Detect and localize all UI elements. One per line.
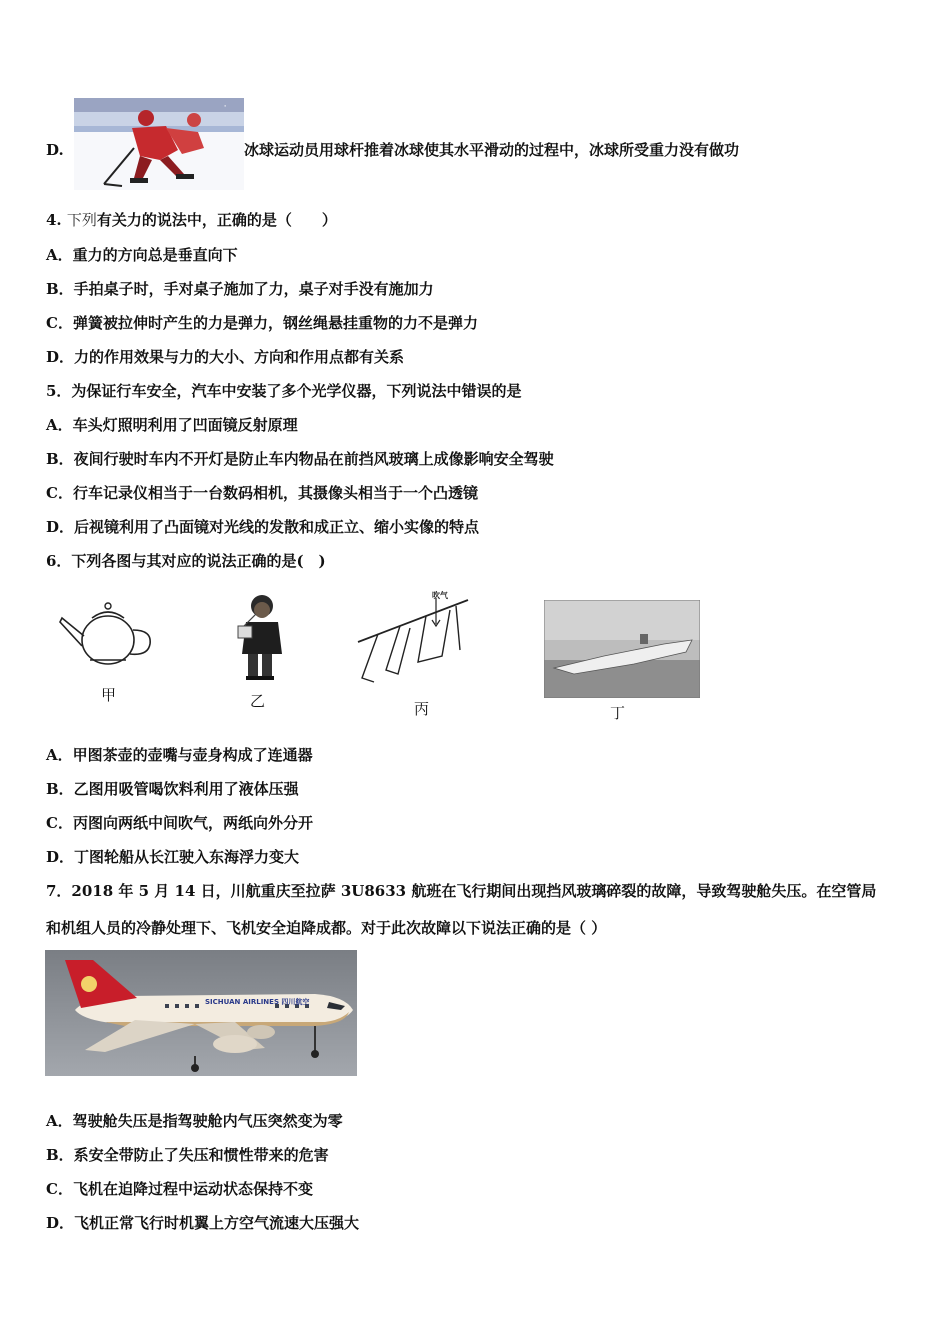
q4-option-c: C．弹簧被拉伸时产生的力是弹力，钢丝绳悬挂重物的力不是弹力: [46, 314, 478, 332]
q5-stem: 5．为保证行车安全，汽车中安装了多个光学仪器，下列说法中错误的是: [46, 382, 522, 400]
q5-option-b: B．夜间行驶时车内不开灯是防止车内物品在前挡风玻璃上成像影响安全驾驶: [46, 450, 554, 468]
boy-drinking-figure: [226, 592, 288, 682]
plane-livery-text: SICHUAN AIRLINES 四川航空: [205, 998, 310, 1006]
q7-option-a: A．驾驶舱失压是指驾驶舱内气压突然变为零: [46, 1112, 343, 1130]
q7-stem-line1: 7．2018 年 5 月 14 日，川航重庆至拉萨 3U8633 航班在飞行期间出现挡风玻璃碎裂的故障，导致驾驶舱失压。在空管局: [46, 882, 877, 900]
airplane-image: [45, 950, 357, 1076]
caption-yi: 乙: [250, 692, 266, 710]
teapot-figure: [56, 596, 160, 672]
q3-option-d-text: 冰球运动员用球杆推着冰球使其水平滑动的过程中，冰球所受重力没有做功: [244, 141, 740, 159]
q4-number: 4.: [46, 211, 62, 229]
caption-jia: 甲: [101, 686, 117, 704]
caption-bing: 丙: [414, 700, 430, 718]
q5-option-c: C．行车记录仪相当于一台数码相机，其摄像头相当于一个凸透镜: [46, 484, 478, 502]
caption-ding: 丁: [610, 704, 626, 722]
q7-option-c: C．飞机在迫降过程中运动状态保持不变: [46, 1180, 313, 1198]
q6-option-b: B．乙图用吸管喝饮料利用了液体压强: [46, 780, 299, 798]
q7-option-d: D．飞机正常飞行时机翼上方空气流速大压强大: [46, 1214, 360, 1232]
q6-option-a: A．甲图茶壶的壶嘴与壶身构成了连通器: [46, 746, 313, 764]
q4-option-b: B．手拍桌子时，手对桌子施加了力，桌子对手没有施加力: [46, 280, 434, 298]
q4-option-a: A．重力的方向总是垂直向下: [46, 246, 238, 264]
q4-option-d: D．力的作用效果与力的大小、方向和作用点都有关系: [46, 348, 405, 366]
q7-option-b: B．系安全带防止了失压和惯性带来的危害: [46, 1146, 329, 1164]
q6-option-d: D．丁图轮船从长江驶入东海浮力变大: [46, 848, 300, 866]
q7-stem-line2: 和机组人员的冷静处理下、飞机安全迫降成都。对于此次故障以下说法正确的是（ ）: [46, 919, 607, 937]
ship-figure: [544, 600, 700, 698]
q4-lead: 下列: [66, 211, 97, 229]
q6-option-c: C．丙图向两纸中间吹气，两纸向外分开: [46, 814, 313, 832]
two-papers-figure: [356, 586, 474, 690]
q4-stem-text: 有关力的说法中，正确的是（ ）: [96, 211, 337, 229]
q3-option-d-label: D.: [46, 141, 64, 159]
svg-text:·: ·: [224, 103, 227, 110]
q5-option-a: A．车头灯照明利用了凹面镜反射原理: [46, 416, 298, 434]
q5-option-d: D．后视镜利用了凸面镜对光线的发散和成正立、缩小实像的特点: [46, 518, 480, 536]
hockey-player-image: [74, 98, 244, 190]
blow-label: 吹气: [432, 591, 448, 600]
q6-stem: 6．下列各图与其对应的说法正确的是( ): [46, 552, 326, 570]
q4-stem: [46, 210, 337, 230]
